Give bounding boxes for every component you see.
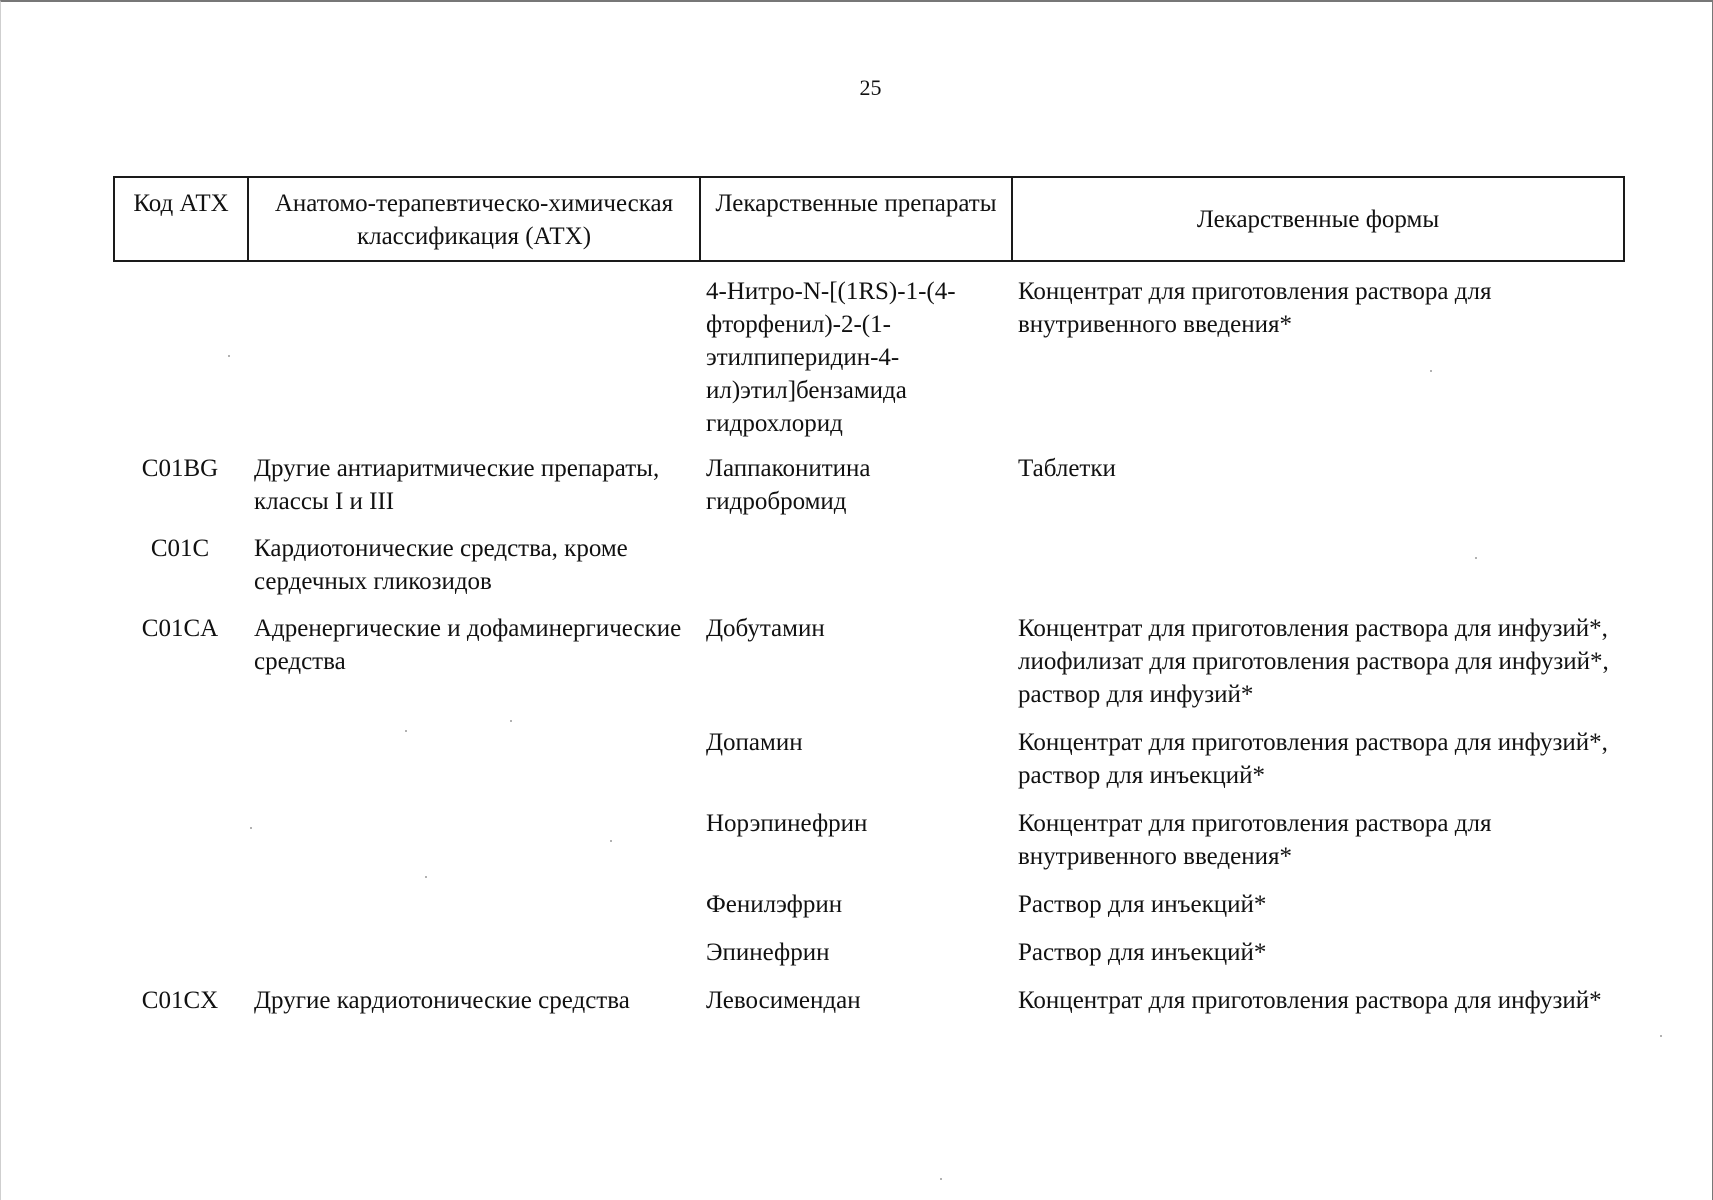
atc-code <box>113 726 247 792</box>
table-row <box>113 888 1625 936</box>
drug-name: Добутамин <box>706 615 825 642</box>
dosage-forms: Таблетки <box>1018 455 1116 482</box>
table-row <box>113 262 1625 452</box>
dosage-forms: Раствор для инъекций* <box>1018 939 1267 966</box>
drug-name: Левосимендан <box>706 987 861 1014</box>
table-row <box>113 612 1625 726</box>
scan-speck <box>510 720 512 722</box>
table-row <box>113 984 1625 1017</box>
header-classification: Анатомо-терапевтическо-химическая классификация (АТХ) <box>247 178 699 260</box>
table-row <box>113 807 1625 888</box>
atc-code: C01C <box>150 535 210 562</box>
atc-code <box>113 275 247 440</box>
dosage-forms: Концентрат для приготовления раствора для внутривенного введения* <box>1018 278 1492 338</box>
atc-classification <box>247 726 699 792</box>
table-row <box>113 726 1625 807</box>
drug-name <box>699 532 1011 598</box>
header-forms: Лекарственные формы <box>1011 178 1623 260</box>
atc-classification <box>247 936 699 969</box>
header-code: Код АТХ <box>133 190 229 217</box>
dosage-forms: Концентрат для приготовления раствора для внутривенного введения* <box>1018 810 1492 870</box>
dosage-forms: Концентрат для приготовления раствора для инфузий*, лиофилизат для приготовления раствора для инфузий*, раствор для инфузий* <box>1018 615 1609 708</box>
atc-classification <box>247 888 699 921</box>
scan-speck <box>610 840 612 842</box>
atc-code <box>113 936 247 969</box>
scan-speck <box>1475 557 1477 559</box>
header-drugs: Лекарственные препараты <box>699 178 1011 260</box>
drug-name: 4-Нитро-N-[(1RS)-1-(4-фторфенил)-2-(1-этилпиперидин-4-ил)этил]бензамида гидрохлорид <box>706 278 956 437</box>
scan-speck <box>250 827 252 829</box>
scan-speck <box>1430 370 1432 372</box>
table-row <box>113 532 1625 612</box>
atc-classification: Другие антиаритмические препараты, классы I и III <box>254 455 660 515</box>
atc-code: C01BG <box>141 455 219 482</box>
scan-speck <box>425 876 427 878</box>
drug-name: Фенилэфрин <box>706 891 843 918</box>
page-number: 25 <box>859 75 882 100</box>
drug-name: Норэпинефрин <box>706 810 868 837</box>
drug-name: Эпинефрин <box>706 939 830 966</box>
dosage-forms <box>1011 532 1625 598</box>
atc-code <box>113 807 247 873</box>
atc-classification <box>247 275 699 440</box>
scan-speck <box>940 1178 942 1180</box>
scan-speck <box>228 355 230 357</box>
dosage-forms: Концентрат для приготовления раствора для инфузий* <box>1018 987 1602 1014</box>
table-header <box>113 176 1625 262</box>
atc-classification: Другие кардиотонические средства <box>254 987 630 1014</box>
table-row <box>113 452 1625 532</box>
atc-code: C01CA <box>141 615 219 642</box>
table-row <box>113 936 1625 984</box>
atc-classification <box>247 807 699 873</box>
scan-speck <box>1660 1035 1662 1037</box>
table-body <box>113 262 1625 1017</box>
scan-speck <box>405 730 407 732</box>
atc-classification: Кардиотонические средства, кроме сердечных гликозидов <box>254 535 628 595</box>
atc-classification: Адренергические и дофаминергические средства <box>254 615 682 675</box>
dosage-forms: Раствор для инъекций* <box>1018 891 1267 918</box>
drug-name: Допамин <box>706 729 803 756</box>
dosage-forms: Концентрат для приготовления раствора для инфузий*, раствор для инъекций* <box>1018 729 1608 789</box>
atc-code <box>113 888 247 921</box>
atc-code: C01CX <box>141 987 219 1014</box>
drug-name: Лаппаконитина гидробромид <box>706 455 871 515</box>
